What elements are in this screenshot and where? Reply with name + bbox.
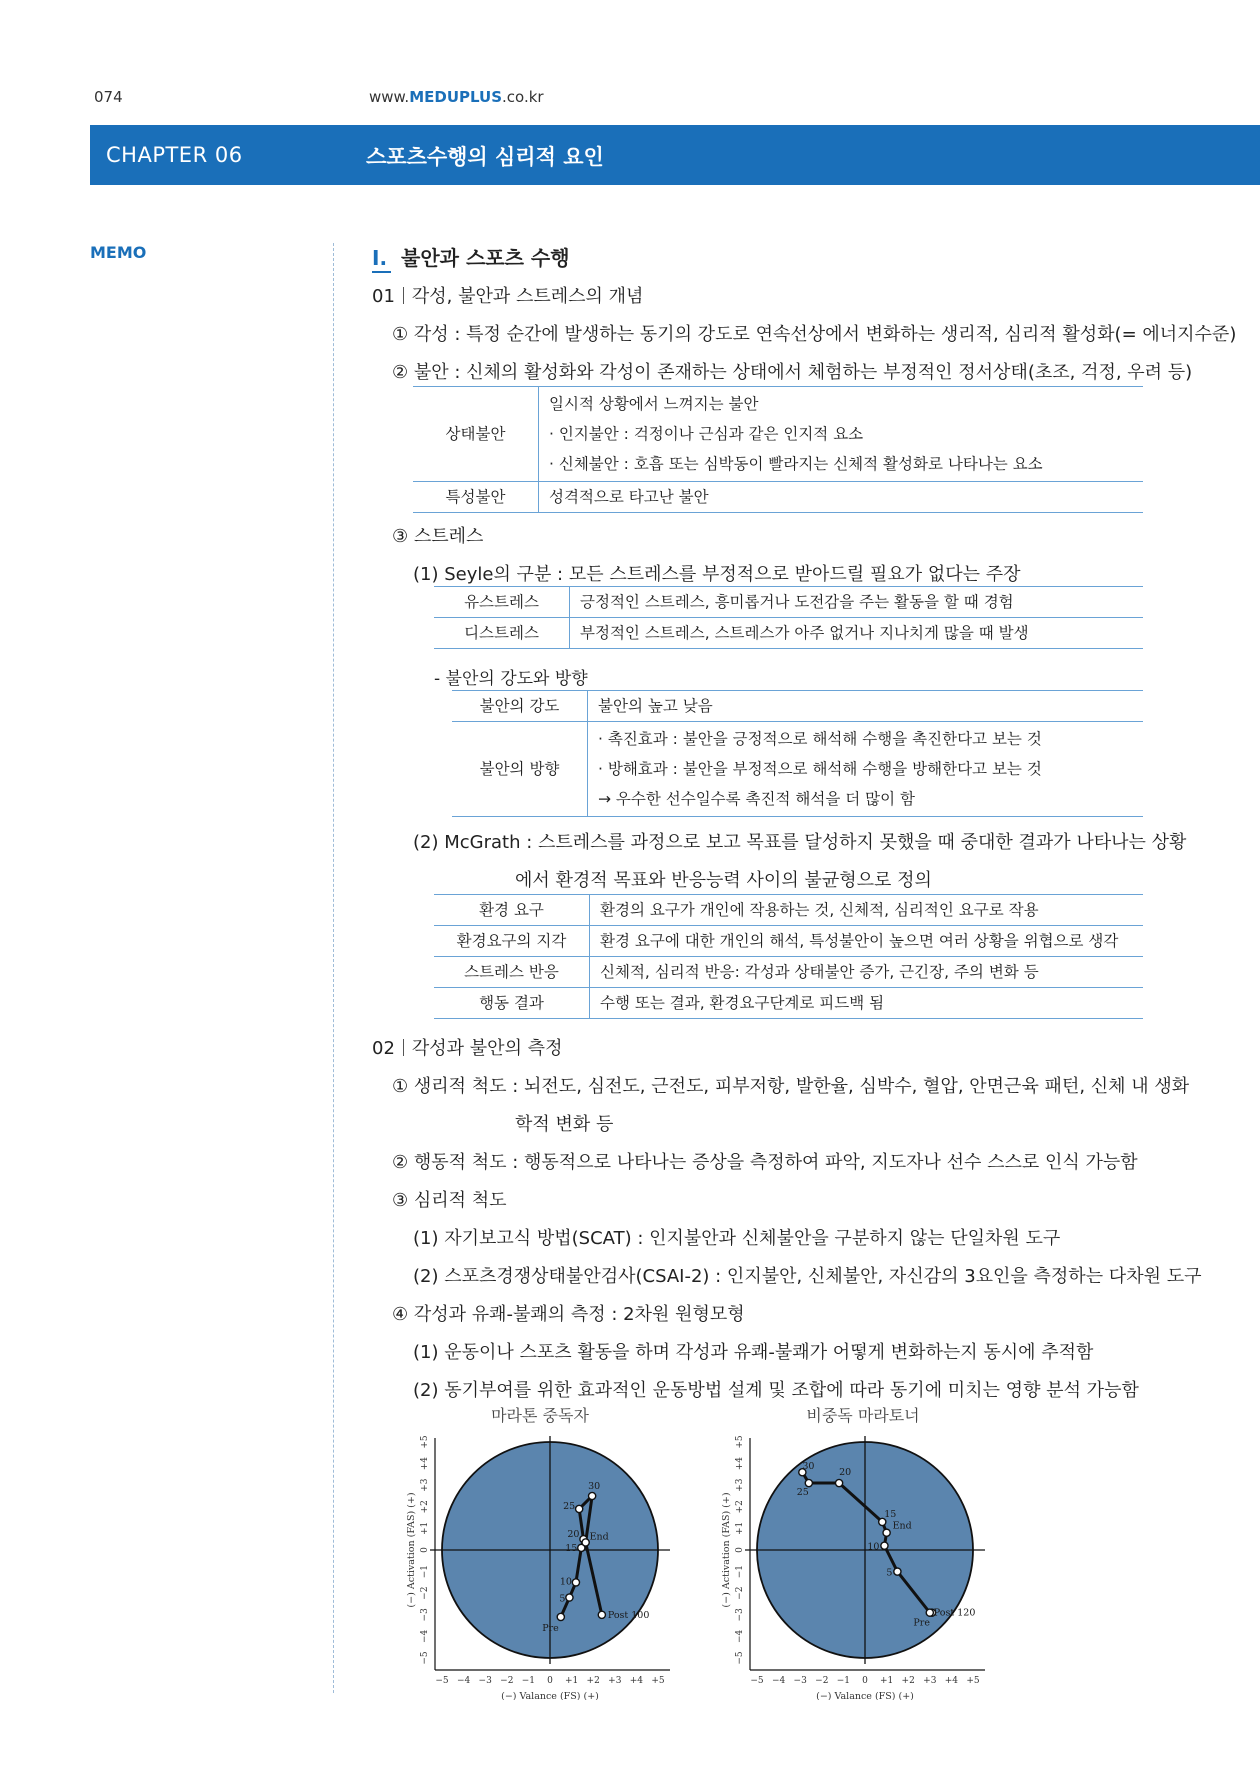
seyle-table: [434, 586, 1143, 649]
subsection-01: 01 각성, 불안과 스트레스의 개념: [372, 286, 644, 307]
y-tick-label: −2: [420, 1586, 430, 1600]
x-tick-label: +4: [629, 1676, 644, 1686]
data-point: [805, 1479, 812, 1486]
item-arousal: ① 각성 : 특정 순간에 발생하는 동기의 강도로 연속선상에서 변화하는 생리적, 심리적 활성화(= 에너지수준): [392, 324, 1237, 345]
y-tick-label: +2: [735, 1500, 745, 1514]
section-title: Ⅰ. 불안과 스포츠 수행: [372, 242, 570, 271]
data-label: 5: [559, 1593, 566, 1605]
table-key: 디스트레스: [434, 618, 570, 649]
anxiety-table: [413, 386, 1143, 513]
data-point: [926, 1609, 933, 1616]
chapter-title: 스포츠수행의 심리적 요인: [366, 145, 604, 169]
data-point: [598, 1611, 605, 1618]
y-tick-label: −1: [420, 1564, 430, 1579]
data-point: [572, 1579, 579, 1586]
y-tick-label: 0: [420, 1547, 430, 1553]
x-tick-label: +5: [651, 1676, 665, 1686]
data-label: 15: [565, 1542, 578, 1554]
item-circumplex-2: (2) 동기부여를 위한 효과적인 운동방법 설계 및 조합에 따라 동기에 미치는 영향 분석 가능함: [413, 1380, 1139, 1401]
y-tick-label: +1: [420, 1521, 430, 1536]
x-tick-label: −4: [456, 1676, 471, 1686]
item-scat: (1) 자기보고식 방법(SCAT) : 인지불안과 신체불안을 구분하지 않는 단일차원 도구: [413, 1228, 1061, 1249]
chart-2-title: 비중독 마라토너: [806, 1406, 920, 1425]
data-label: Post 120: [933, 1607, 976, 1619]
data-point: [582, 1539, 589, 1546]
mcgrath-continued: 에서 환경적 목표와 반응능력 사이의 불균형으로 정의: [515, 870, 932, 891]
x-tick-label: +2: [901, 1676, 915, 1686]
y-tick-label: +3: [420, 1478, 430, 1492]
data-label: 20: [839, 1467, 852, 1479]
data-label: 20: [567, 1529, 580, 1541]
data-point: [883, 1529, 890, 1536]
data-point: [835, 1479, 842, 1486]
data-label: 30: [802, 1461, 815, 1473]
y-tick-label: −2: [735, 1586, 745, 1600]
y-tick-label: 0: [735, 1547, 745, 1553]
intensity-table: [452, 690, 1143, 817]
x-axis-label: (−) Valance (FS) (+): [501, 1691, 599, 1700]
x-tick-label: −3: [793, 1676, 807, 1686]
y-tick-label: +3: [735, 1478, 745, 1492]
item-physiological: ① 생리적 척도 : 뇌전도, 심전도, 근전도, 피부저항, 발한율, 심박수, 혈압, 안면근육 패턴, 신체 내 생화: [392, 1076, 1190, 1097]
y-tick-label: −5: [420, 1651, 430, 1665]
item-circumplex-1: (1) 운동이나 스포츠 활동을 하며 각성과 유쾌-불쾌가 어떻게 변화하는지 동시에 추적함: [413, 1342, 1094, 1363]
chart-1-title: 마라톤 중독자: [491, 1406, 589, 1425]
x-tick-label: +3: [923, 1676, 937, 1686]
x-tick-label: +4: [944, 1676, 959, 1686]
page-number: 074: [94, 88, 123, 106]
table-key: 불안의 방향: [452, 722, 588, 817]
memo-label: MEMO: [90, 243, 147, 262]
data-point: [557, 1613, 564, 1620]
data-point: [566, 1594, 573, 1601]
y-tick-label: +5: [735, 1435, 745, 1449]
subsection-02: 02 각성과 불안의 측정: [372, 1038, 563, 1059]
table-value: 부정적인 스트레스, 스트레스가 아주 없거나 지나치게 많을 때 발생: [570, 618, 1144, 649]
data-label: End: [892, 1520, 912, 1532]
y-tick-label: −1: [735, 1564, 745, 1579]
x-tick-label: −1: [521, 1676, 536, 1686]
memo-divider: [333, 243, 334, 1693]
table-key: 스트레스 반응: [434, 957, 590, 988]
y-axis-label: (−) Activation (FAS) (+): [406, 1492, 417, 1608]
table-value: 불안의 높고 낮음: [588, 691, 1144, 722]
item-behavioral: ② 행동적 척도 : 행동적으로 나타나는 증상을 측정하여 파악, 지도자나 선수 스스로 인식 가능함: [392, 1152, 1138, 1173]
x-tick-label: −5: [750, 1676, 764, 1686]
circumplex-chart-non-addicted: [720, 1430, 1005, 1700]
item-circumplex: ④ 각성과 유쾌-불쾌의 측정 : 2차원 원형모형: [392, 1304, 745, 1325]
x-tick-label: +3: [608, 1676, 622, 1686]
chart-2-title-wrap: [713, 1403, 1013, 1426]
x-axis-label: (−) Valance (FS) (+): [816, 1691, 914, 1700]
data-point: [576, 1505, 583, 1512]
table-value: 신체적, 심리적 반응: 각성과 상태불안 증가, 근긴장, 주의 변화 등: [590, 957, 1144, 988]
table-key: 행동 결과: [434, 988, 590, 1019]
x-tick-label: +2: [586, 1676, 600, 1686]
x-tick-label: 0: [547, 1676, 553, 1686]
data-label: 30: [588, 1481, 601, 1492]
mcgrath-table: [434, 894, 1143, 1019]
site-url[interactable]: www.MEDUPLUS.co.kr: [369, 88, 544, 106]
item-csai: (2) 스포츠경쟁상태불안검사(CSAI-2) : 인지불안, 신체불안, 자신감의 3요인을 측정하는 다차원 도구: [413, 1266, 1202, 1287]
y-tick-label: −5: [735, 1651, 745, 1665]
seyle-heading: (1) Seyle의 구분 : 모든 스트레스를 부정적으로 받아드릴 필요가 없다는 주장: [413, 564, 1021, 585]
table-key: 상태불안: [413, 387, 539, 482]
table-value: 일시적 상황에서 느껴지는 불안 · 인지불안 : 걱정이나 근심과 같은 인지적 요소 · 신체불안 : 호흡 또는 심박동이 빨라지는 신체적 활성화로 나타나는 요소: [539, 387, 1144, 482]
table-value: 환경 요구에 대한 개인의 해석, 특성불안이 높으면 여러 상황을 위협으로 생각: [590, 926, 1144, 957]
x-tick-label: −3: [478, 1676, 492, 1686]
y-tick-label: −4: [420, 1629, 430, 1644]
x-tick-label: −1: [836, 1676, 851, 1686]
data-label: 25: [796, 1487, 809, 1499]
item-stress: ③ 스트레스: [392, 526, 484, 547]
data-label: 10: [867, 1541, 880, 1553]
table-key: 불안의 강도: [452, 691, 588, 722]
x-tick-label: −4: [771, 1676, 786, 1686]
x-tick-label: 0: [862, 1676, 868, 1686]
table-key: 환경 요구: [434, 895, 590, 926]
y-tick-label: −4: [735, 1629, 745, 1644]
intensity-heading: - 불안의 강도와 방향: [434, 669, 588, 689]
data-label: Pre: [913, 1617, 930, 1629]
y-tick-label: +1: [735, 1521, 745, 1536]
table-value: 성격적으로 타고난 불안: [539, 482, 1144, 513]
data-label: 5: [886, 1567, 893, 1579]
x-tick-label: −5: [435, 1676, 449, 1686]
table-value: 긍정적인 스트레스, 흥미롭거나 도전감을 주는 활동을 할 때 경험: [570, 587, 1144, 618]
table-key: 특성불안: [413, 482, 539, 513]
data-label: Pre: [542, 1622, 559, 1634]
table-value: 환경의 요구가 개인에 작용하는 것, 신체적, 심리적인 요구로 작용: [590, 895, 1144, 926]
y-tick-label: +5: [420, 1435, 430, 1449]
table-key: 환경요구의 지각: [434, 926, 590, 957]
mcgrath-heading: (2) McGrath : 스트레스를 과정으로 보고 목표를 달성하지 못했을 때 중대한 결과가 나타나는 상황: [413, 832, 1187, 853]
data-point: [881, 1542, 888, 1549]
table-value: · 촉진효과 : 불안을 긍정적으로 해석해 수행을 촉진한다고 보는 것 · 방해효과 : 불안을 부정적으로 해석해 수행을 방해한다고 보는 것 → 우수한 선수일수록 촉진적 해석을 더 많이 함: [588, 722, 1144, 817]
data-label: Post 100: [607, 1609, 650, 1621]
x-tick-label: +5: [966, 1676, 980, 1686]
circumplex-chart-addicted: [405, 1430, 690, 1700]
y-tick-label: +4: [420, 1456, 430, 1471]
data-label: 25: [563, 1500, 576, 1512]
chart-1-title-wrap: [400, 1403, 680, 1426]
y-tick-label: −3: [735, 1608, 745, 1622]
x-tick-label: +1: [879, 1676, 894, 1686]
data-point: [894, 1568, 901, 1575]
y-tick-label: +4: [735, 1456, 745, 1471]
item-psychological: ③ 심리적 척도: [392, 1190, 507, 1211]
item-physiological-continued: 학적 변화 등: [515, 1114, 614, 1135]
y-tick-label: +2: [420, 1500, 430, 1514]
x-tick-label: +1: [564, 1676, 579, 1686]
data-label: End: [589, 1531, 609, 1543]
y-tick-label: −3: [420, 1608, 430, 1622]
table-key: 유스트레스: [434, 587, 570, 618]
item-anxiety: ② 불안 : 신체의 활성화와 각성이 존재하는 상태에서 체험하는 부정적인 정서상태(초조, 걱정, 우려 등): [392, 362, 1193, 383]
y-axis-label: (−) Activation (FAS) (+): [721, 1492, 732, 1608]
data-label: 15: [884, 1508, 897, 1520]
x-tick-label: −2: [815, 1676, 829, 1686]
data-point: [589, 1492, 596, 1499]
chapter-label: CHAPTER 06: [106, 143, 243, 167]
x-tick-label: −2: [500, 1676, 514, 1686]
chapter-banner: [90, 125, 1260, 185]
data-label: 10: [559, 1576, 572, 1588]
table-value: 수행 또는 결과, 환경요구단계로 피드백 됨: [590, 988, 1144, 1019]
